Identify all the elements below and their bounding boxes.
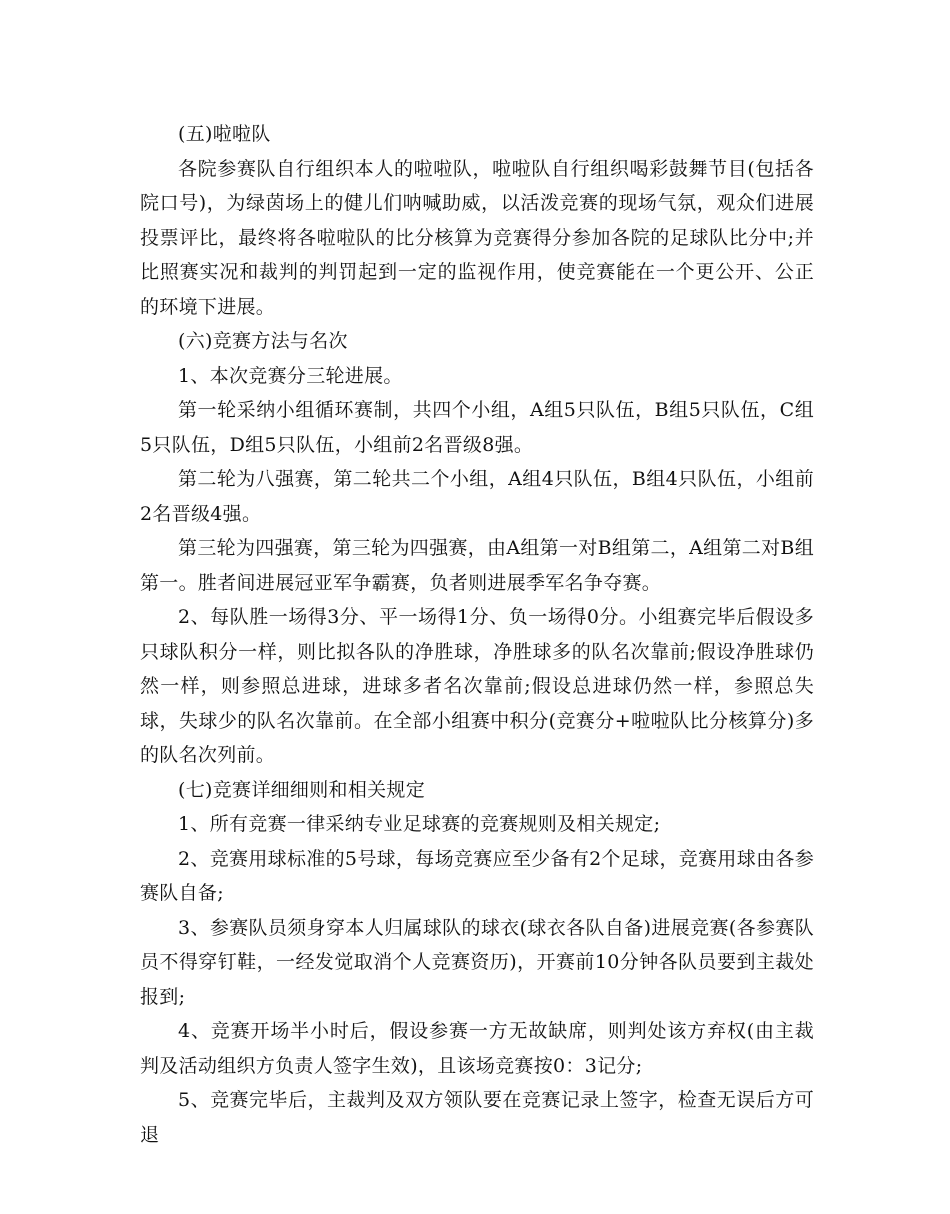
paragraph-scoring-rules: 2、每队胜一场得3分、平一场得1分、负一场得0分。小组赛完毕后假设多只球队积分一样，则比拟各队的净胜球，净胜球多的队名次靠前;假设净胜球仍然一样，则参照总进球，进球多者名次靠前;假设总进球仍然一样，参照总失球，失球少的队名次靠前。在全部小组赛中积分(竞赛分+啦啦队比分核算分)多的队名次列前。 (140, 606, 814, 766)
section-heading-competition-method: (六)竞赛方法与名次 (178, 330, 348, 352)
paragraph-cheerleading-body: 各院参赛队自行组织本人的啦啦队，啦啦队自行组织喝彩鼓舞节目(包括各院口号)，为绿茵场上的健儿们呐喊助威，以活泼竞赛的现场气氛，观众们进展投票评比，最终将各啦啦队的比分核算为竞赛得分参加各院的足球队比分中;并比照赛实况和裁判的判罚起到一定的监视作用，使竞赛能在一个更公开、公正的环境下进展。 (140, 157, 814, 318)
paragraph-rule-3: 3、参赛队员须身穿本人归属球队的球衣(球衣各队自备)进展竞赛(各参赛队员不得穿钉鞋，一经发觉取消个人竞赛资历)，开赛前10分钟各队员要到主裁处报到; (140, 916, 814, 1008)
paragraph-rule-1: 1、所有竞赛一律采纳专业足球赛的竞赛规则及相关规定; (178, 813, 661, 835)
paragraph-rule-4: 4、竞赛开场半小时后，假设参赛一方无故缺席，则判处该方弃权(由主裁判及活动组织方负责人签字生效)，且该场竞赛按0：3记分; (140, 1020, 814, 1077)
paragraph-rounds-intro: 1、本次竞赛分三轮进展。 (178, 364, 403, 387)
paragraph-rule-5: 5、竞赛完毕后，主裁判及双方领队要在竞赛记录上签字，检查无误后方可退 (140, 1089, 814, 1146)
paragraph-round-one: 第一轮采纳小组循环赛制，共四个小组，A组5只队伍，B组5只队伍，C组5只队伍，D组5只队伍，小组前2名晋级8强。 (140, 399, 814, 456)
paragraph-round-three: 第三轮为四强赛，第三轮为四强赛，由A组第一对B组第二，A组第二对B组第一。胜者间进展冠亚军争霸赛，负者则进展季军名争夺赛。 (140, 537, 814, 594)
paragraph-round-two: 第二轮为八强赛，第二轮共二个小组，A组4只队伍，B组4只队伍，小组前2名晋级4强。 (140, 468, 814, 525)
paragraph-rule-2: 2、竞赛用球标准的5号球，每场竞赛应至少备有2个足球，竞赛用球由各参赛队自备; (140, 847, 814, 904)
section-heading-cheerleading: (五)啦啦队 (178, 123, 271, 145)
document-page (140, 117, 814, 1152)
section-heading-detailed-rules: (七)竞赛详细细则和相关规定 (178, 778, 426, 801)
